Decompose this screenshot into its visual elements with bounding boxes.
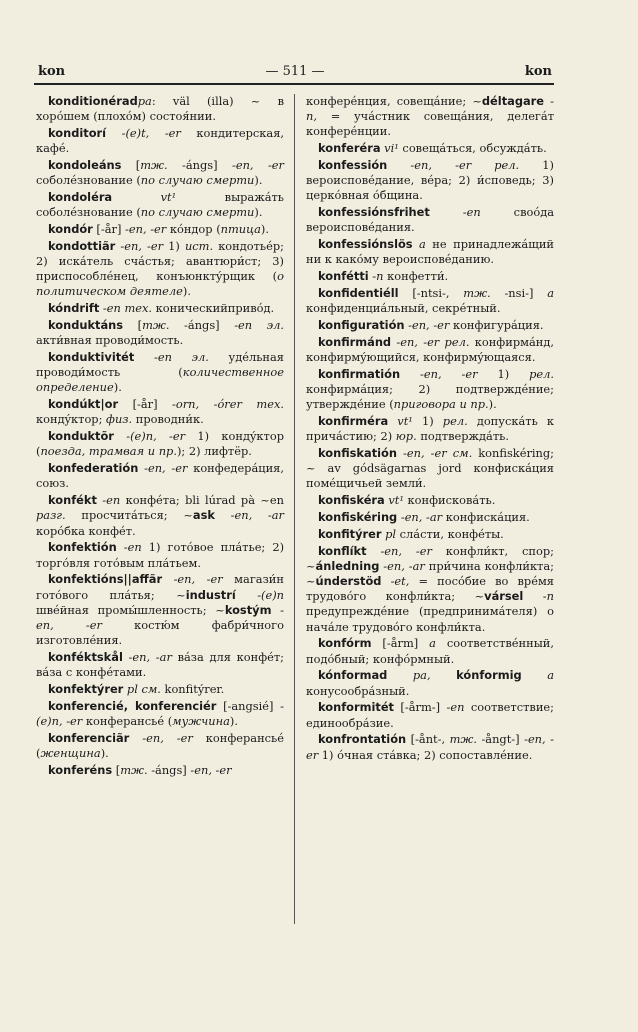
entry-text: -en эл. <box>234 318 284 332</box>
entry-text: о политическом деятеле <box>36 269 284 299</box>
entry-text: удéльная проводи́мость ( <box>36 350 284 380</box>
entry-text: кондитерская, кафé. <box>36 126 285 156</box>
dictionary-entry <box>36 158 284 188</box>
entry-text: [-ntsi-, <box>398 286 464 300</box>
entry-text: vi¹ <box>380 141 399 156</box>
entry-text: проводни́к. <box>132 412 204 427</box>
dictionary-entry <box>306 367 554 413</box>
entry-text: a <box>412 237 426 252</box>
entry-text: конферéнция, совещáние; ~ <box>306 94 482 108</box>
dictionary-entry <box>306 205 554 235</box>
dictionary-entry <box>36 239 284 300</box>
entry-text: предупреждéние (предпринимáтеля) о начáле трудовóго конфли́кта. <box>306 604 554 634</box>
entry-headword: kóndrift <box>48 301 100 316</box>
entry-text: pa, <box>387 668 431 683</box>
entry-text: únderstöd <box>315 574 382 588</box>
dictionary-entry <box>36 763 284 778</box>
dictionary-entry <box>306 318 554 333</box>
entry-headword: kónformad <box>318 668 388 683</box>
entry-text: 1) <box>477 366 530 381</box>
left-column <box>36 94 284 780</box>
entry-text: ). <box>488 397 497 412</box>
entry-text: конфéта; bli lúrad pà ~en <box>120 493 284 508</box>
entry-text: мужчина <box>172 714 230 729</box>
entry-headword: konfessiónslös <box>318 237 413 252</box>
entry-text: a <box>429 636 436 651</box>
page-number: — 511 — <box>265 64 325 79</box>
entry-text: 1) готóвое плáтье; 2) торгóвля готóвым плáтьем. <box>36 540 285 570</box>
entry-text: -en, -er рел. <box>391 334 470 349</box>
entry-text: -en, -er <box>115 238 164 253</box>
dictionary-entry <box>36 429 284 459</box>
entry-text: подтверждáть. <box>416 429 509 444</box>
entry-text: vársel <box>484 589 524 604</box>
dictionary-entry <box>36 540 284 570</box>
entry-text: -n, <box>306 94 554 124</box>
entry-text: 1) <box>163 238 185 253</box>
entry-headword: konféktskål <box>48 650 123 665</box>
entry-headword: kondottiãr <box>48 238 116 253</box>
entry-text: ). <box>254 173 263 188</box>
entry-text: -n <box>368 269 384 284</box>
entry-headword: konflíkt <box>318 543 367 558</box>
entry-headword: konduktivitét <box>48 350 135 364</box>
entry-headword: konfessiónsfrihet <box>318 205 430 220</box>
entry-text: кондотьéр; 2) искáтель счáстья; авантюри́ст; 3) приспособлéнец, конъюнктýрщик ( <box>36 238 285 284</box>
entry-text: конфисковáть. <box>403 493 496 508</box>
entry-text: ask <box>192 508 215 523</box>
entry-text: женщина <box>40 746 101 761</box>
header-rule <box>34 83 554 85</box>
entry-headword: kondór <box>48 222 93 236</box>
entry-text: -en, -er см. <box>396 446 473 460</box>
entry-text: по случаю смерти <box>140 205 255 220</box>
entry-text: костю́м фабри́чного изготовлéния. <box>36 618 284 648</box>
entry-text: [ <box>123 318 143 332</box>
entry-headword: konfétti <box>318 269 369 284</box>
entry-headword: konferéns <box>48 762 113 777</box>
entry-text: [ <box>121 158 141 172</box>
entry-text: конфискáция. <box>442 510 530 524</box>
entry-text: -en, -ar <box>397 510 443 524</box>
entry-text: vt¹ <box>384 493 404 508</box>
entry-text: просчитáться; ~ <box>65 508 193 523</box>
entry-text: -en, -er рел. <box>387 158 520 172</box>
entry-text: pa <box>137 94 152 108</box>
entry-text: магази́н готóвого плáтья; ~ <box>36 572 284 602</box>
entry-text: -ángs] <box>167 158 232 172</box>
entry-text: приговора и пр. <box>393 397 489 412</box>
entry-headword: konfektión <box>48 540 117 555</box>
entry-text: [-år] <box>92 222 126 236</box>
entry-text: птица <box>220 222 261 236</box>
entry-headword: konduktõr <box>48 429 114 444</box>
entry-text: разг. <box>36 508 66 523</box>
entry-headword: konditorí <box>48 126 107 140</box>
entry-headword: konfektýrer <box>48 682 124 697</box>
dictionary-entry <box>306 700 554 730</box>
entry-text: -en, -er <box>129 730 193 745</box>
entry-text: -en, -er <box>162 572 223 587</box>
entry-text: коническийпривóд. <box>152 301 275 316</box>
entry-headword: konfiskéra <box>318 493 385 508</box>
entry-text: 1) óчная стáвка; 2) сопоставлéние. <box>318 747 533 762</box>
dictionary-entry <box>306 636 554 666</box>
entry-text: ). <box>182 284 191 299</box>
entry-headword: konfrontatión <box>318 732 407 747</box>
dictionary-entry <box>306 668 554 698</box>
dictionary-entry <box>306 414 554 444</box>
entry-text: рел. <box>442 414 468 428</box>
entry-headword: kondúkt|or <box>48 397 119 412</box>
dictionary-entry <box>306 510 554 525</box>
entry-text: соболéзнование ( <box>36 173 141 188</box>
entry-text: -en, -er <box>306 732 554 762</box>
entry-headword: konfiskatión <box>318 446 397 460</box>
entry-text: déltagare <box>481 94 545 108</box>
entry-text: ). <box>100 746 109 761</box>
entry-text: не принадлежáщий ни к какóму вероисповéданию. <box>306 237 554 267</box>
entry-text: корóбка конфéт. <box>36 523 136 538</box>
entry-text: выражáть соболéзнование ( <box>36 190 284 220</box>
entry-text: кóндор ( <box>166 222 221 236</box>
entry-text: -en, -er <box>400 366 478 381</box>
entry-text: тж. <box>120 762 148 777</box>
entry-text: -en, -er <box>190 762 232 777</box>
entry-text <box>431 668 457 682</box>
entry-text: ). <box>254 205 263 220</box>
dictionary-entry <box>306 732 554 762</box>
entry-text: соответствéнный, подóбный; конфóрмный. <box>306 636 554 666</box>
entry-text: конфирмáнд, конфирмýющийся, конфирмýющаяся. <box>306 334 554 364</box>
entry-headword: konfiguratión <box>318 318 405 332</box>
entry-text: при́чина конфли́кта; ~ <box>306 558 554 588</box>
entry-text: industrí <box>185 587 236 602</box>
entry-text: конфигурáция. <box>449 318 544 332</box>
entry-text: ánledning <box>315 558 380 573</box>
entry-text: акти́вная проводи́мость. <box>36 333 184 348</box>
dictionary-entry <box>36 397 284 427</box>
entry-text: -(e)t, -er <box>106 126 181 140</box>
entry-headword: konfitýrer <box>318 526 382 541</box>
entry-text: конфедерáция, союз. <box>36 461 284 491</box>
dictionary-entry <box>306 286 554 316</box>
dictionary-entry <box>306 446 554 492</box>
entry-text: -en тех. <box>99 301 153 316</box>
entry-text: [-år] <box>118 397 173 412</box>
entry-text: vt¹ <box>388 414 413 428</box>
entry-text: ист. <box>184 238 214 253</box>
dictionary-entry <box>36 318 284 348</box>
entry-text: -en <box>116 540 142 555</box>
entry-text: швéйная промы́шленность; ~ <box>36 602 225 617</box>
dictionary-entry <box>306 237 554 267</box>
page-header <box>38 64 552 80</box>
entry-headword: konfirméra <box>318 414 389 428</box>
entry-text: 1) вероисповéдание, вéра; 2) и́споведь; 3) церкóвная óбщина. <box>306 158 554 203</box>
entry-text: vt¹ <box>112 190 177 204</box>
dictionary-entry <box>36 126 284 156</box>
entry-text: допускáть к причáстию; 2) <box>306 414 555 444</box>
entry-text: поезда, трамвая и пр. <box>40 444 177 459</box>
entry-text: : väl (illa) ~ в хорóшем (плохóм) состоя́нии. <box>36 94 284 124</box>
entry-text: -en <box>446 700 465 715</box>
entry-text: [-angsié] <box>216 698 281 713</box>
dictionary-entry <box>306 544 554 635</box>
dictionary-entry <box>36 190 284 220</box>
entry-text: -(e)n <box>235 587 285 602</box>
right-column <box>306 94 554 764</box>
dictionary-entry <box>36 682 284 697</box>
entry-text: -en, -ar <box>214 508 285 523</box>
entry-text: конфиденциáльный, секрéтный. <box>306 301 501 316</box>
entry-text: вáза для конфéт; вáза с конфéтами. <box>36 650 284 680</box>
entry-text: -ångt-] <box>476 732 525 747</box>
entry-text: -en, -er <box>366 543 432 558</box>
entry-headword: konfessión <box>318 158 388 172</box>
entry-text: -en, -er <box>138 461 188 476</box>
dictionary-entry <box>36 493 284 539</box>
entry-text: -en, -er <box>404 318 450 332</box>
entry-text: своóда вероисповéдания. <box>306 205 554 235</box>
dictionary-entry <box>36 731 284 761</box>
entry-headword: konferéra <box>318 141 381 156</box>
entry-text: = посóбие во врéмя трудовóго конфли́кта; ~ <box>306 574 554 604</box>
entry-headword: konfórm <box>318 636 372 651</box>
entry-text: = учáстник совещáния, делегáт конферéнции. <box>306 109 554 139</box>
entry-headword: kondoléra <box>48 190 113 204</box>
entry-text: -nsi-] <box>490 286 548 300</box>
dictionary-entry <box>306 527 554 542</box>
entry-headword: konditionérad <box>48 94 138 108</box>
dictionary-entry <box>36 461 284 491</box>
dictionary-entry <box>306 158 554 204</box>
entry-text: ); 2) лифтёр. <box>176 444 252 459</box>
entry-text: a <box>547 286 554 300</box>
entry-text: [-årm] <box>371 636 430 651</box>
dictionary-entry <box>36 572 284 648</box>
dictionary-entry <box>36 94 284 124</box>
entry-text: конфирмáция; 2) подтверждéние; утверждéние ( <box>306 382 554 412</box>
entry-text: 1) кондýктор ( <box>36 429 284 459</box>
entry-text: -ángs] <box>147 762 191 777</box>
entry-text: физ. <box>106 412 133 427</box>
entry-text: тж. <box>449 732 477 747</box>
dictionary-entry <box>36 650 284 680</box>
entry-text: конферансьé ( <box>36 730 284 761</box>
entry-text: совещáться, обсуждáть. <box>398 141 547 156</box>
entry-headword: konformitét <box>318 700 394 715</box>
entry-text: -en, -er <box>232 158 284 172</box>
entry-text: -n <box>523 589 554 604</box>
dictionary-entry <box>306 493 554 508</box>
entry-text: pl <box>381 526 397 541</box>
dictionary-entry <box>306 94 554 140</box>
entry-text: -en <box>96 493 121 508</box>
entry-text: конфли́кт, спор; ~ <box>306 543 554 573</box>
entry-text: ). <box>113 380 122 395</box>
entry-text: -orn, -órer тех. <box>172 397 284 412</box>
entry-text: pl см. <box>123 682 161 697</box>
entry-headword: konfidentiéll <box>318 286 399 300</box>
entry-text: тж. <box>140 158 168 172</box>
entry-text: 1) <box>412 414 443 428</box>
entry-headword: konferenciãr <box>48 730 130 745</box>
dictionary-entry <box>306 141 554 156</box>
entry-text: тж. <box>142 318 170 332</box>
entry-text: рел. <box>529 366 554 381</box>
entry-text: -en, -ar <box>122 650 172 665</box>
dictionary-entry <box>36 222 284 237</box>
entry-text: -ángs] <box>169 318 235 332</box>
entry-text: ). <box>260 222 269 236</box>
entry-text: конфетти́. <box>383 269 449 284</box>
header-left-guide-word: kon <box>38 64 66 79</box>
entry-text: konfiskéring; ~ av gódsägarnas jord конфискáция помéщичьей земли́. <box>306 446 555 491</box>
entry-text: -en, -er <box>125 222 167 236</box>
entry-text: конусообрáзный. <box>306 683 410 698</box>
entry-text: [-årm-] <box>394 700 447 715</box>
entry-text: kostým <box>224 602 272 617</box>
entry-text: по случаю смерти <box>140 173 255 188</box>
entry-text: -et, <box>381 574 410 588</box>
entry-headword: konfirmatión <box>318 366 401 381</box>
entry-text: тж. <box>463 286 491 300</box>
dictionary-entry <box>306 335 554 365</box>
entry-text: kónformig <box>456 668 522 683</box>
entry-text: [-ånt-, <box>406 732 450 747</box>
dictionary-entry <box>36 350 284 396</box>
entry-text: -en <box>429 205 481 220</box>
entry-text: конферансьé ( <box>82 714 173 729</box>
entry-headword: konduktáns <box>48 318 124 332</box>
entry-text: [ <box>112 762 121 777</box>
entry-text: ). <box>229 714 238 729</box>
entry-headword: konfektións||affãr <box>48 572 163 587</box>
entry-text: -en, -ar <box>379 558 425 573</box>
entry-text: юр. <box>395 429 417 444</box>
entry-headword: kondoleáns <box>48 158 122 172</box>
entry-headword: konferencié, konferenciér <box>48 698 217 713</box>
entry-text: -en эл. <box>134 350 209 364</box>
entry-text: konfitýrer. <box>160 682 225 697</box>
entry-headword: konfékt <box>48 493 97 508</box>
entry-headword: konfiskéring <box>318 510 398 524</box>
header-right-guide-word: kon <box>524 64 552 79</box>
dictionary-entry <box>306 269 554 284</box>
entry-headword: konfederatión <box>48 461 139 476</box>
entry-text: слáсти, конфéты. <box>396 526 504 541</box>
entry-text: -en, -er <box>36 602 284 633</box>
entry-headword: konfirmánd <box>318 334 392 349</box>
column-divider <box>294 94 295 924</box>
entry-text: соответствие; единообрáзие. <box>306 700 554 730</box>
dictionary-entry <box>36 301 284 316</box>
entry-text: -(e)n, -er <box>113 429 186 444</box>
entry-text: кондýктор; <box>36 412 107 427</box>
entry-text: a <box>521 668 555 683</box>
entry-text: количественное определение <box>36 365 284 395</box>
dictionary-entry <box>36 699 284 729</box>
entry-text: -(e)n, -er <box>36 698 284 729</box>
